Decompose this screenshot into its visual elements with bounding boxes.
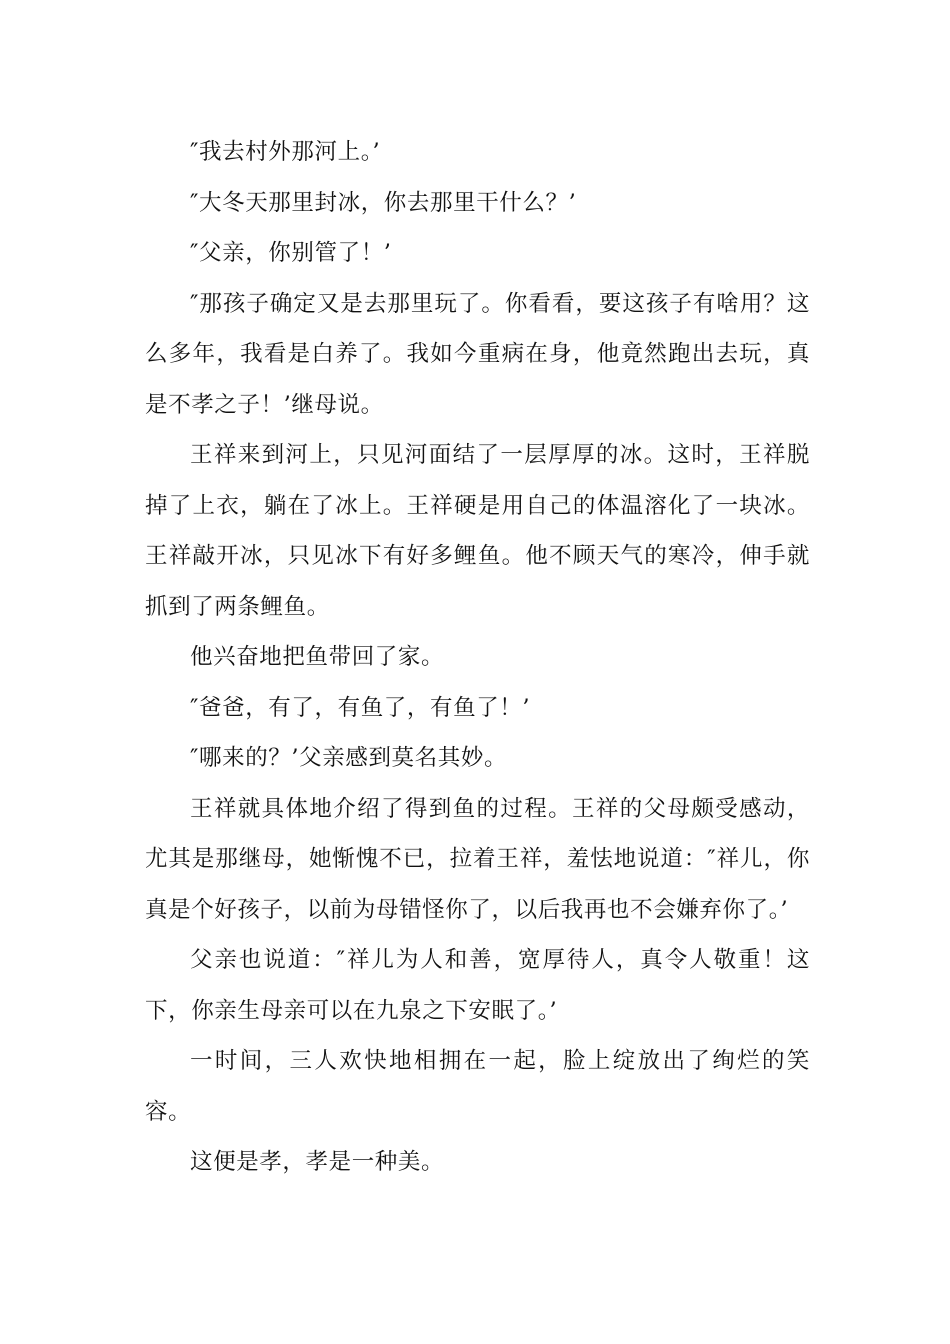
paragraph: 父亲也说道：″祥儿为人和善，宽厚待人，真令人敬重！这下，你亲生母亲可以在九泉之下安眠了。’ [145, 947, 810, 1024]
paragraph: ″那孩子确定又是去那里玩了。你看看，要这孩子有啥用？这么多年，我看是白养了。我如今重病在身，他竟然跑出去玩，真是不孝之子！’继母说。 [145, 290, 810, 418]
paragraph: 他兴奋地把鱼带回了家。 [190, 644, 445, 670]
paragraph: 一时间，三人欢快地相拥在一起，脸上绽放出了绚烂的笑容。 [145, 1048, 810, 1125]
paragraph: ″爸爸，有了，有鱼了，有鱼了！’ [190, 694, 531, 721]
paragraph: ″我去村外那河上。’ [190, 139, 381, 165]
paragraph: ″哪来的？’父亲感到莫名其妙。 [190, 745, 508, 771]
body-text [145, 127, 810, 1188]
paragraph: ″父亲，你别管了！’ [190, 240, 392, 266]
paragraph: ″大冬天那里封冰，你去那里干什么？’ [190, 189, 577, 216]
paragraph: 这便是孝，孝是一种美。 [190, 1149, 445, 1175]
paragraph: 王祥就具体地介绍了得到鱼的过程。王祥的父母颇受感动，尤其是那继母，她惭愧不已，拉着王祥，羞怯地说道：″祥儿，你真是个好孩子，以前为母错怪你了，以后我再也不会嫌弃你了。’ [145, 795, 810, 923]
paragraph: 王祥来到河上，只见河面结了一层厚厚的冰。这时，王祥脱掉了上衣，躺在了冰上。王祥硬是用自己的体温溶化了一块冰。王祥敲开冰，只见冰下有好多鲤鱼。他不顾天气的寒冷，伸手就抓到了两条鲤鱼。 [145, 442, 810, 620]
